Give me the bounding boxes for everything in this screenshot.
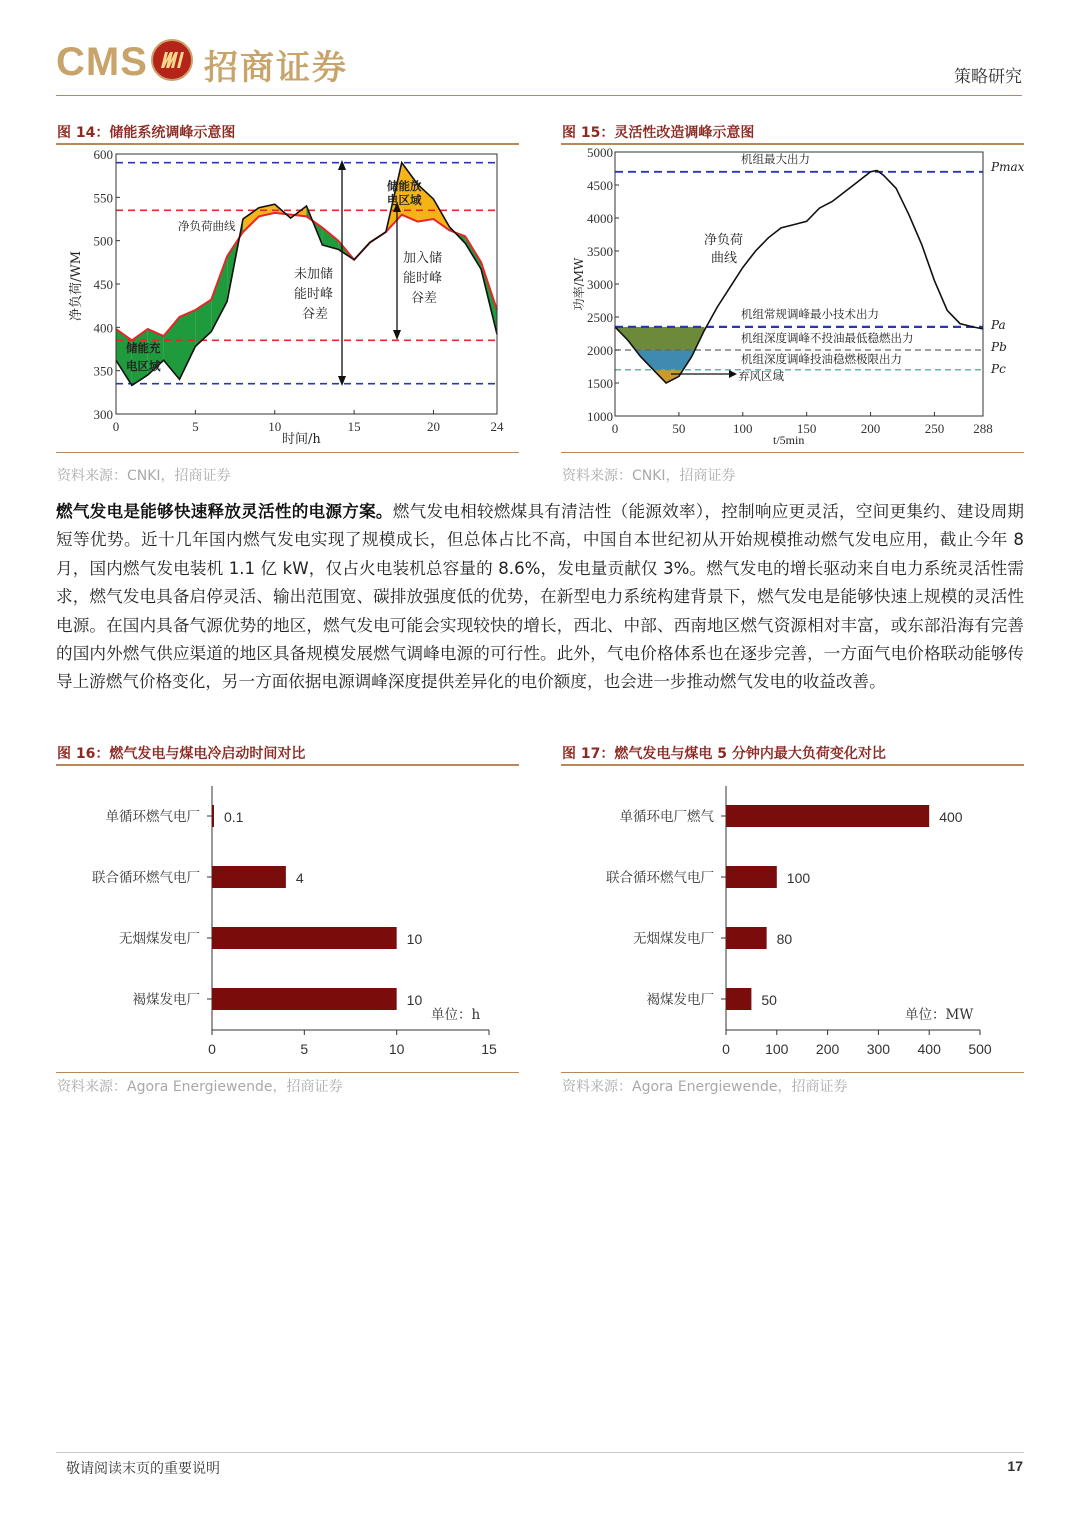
- body-paragraph: [56, 498, 1024, 697]
- fig15-label-pa: Pa: [991, 318, 1006, 332]
- fig15-ytick-label: 2500: [587, 310, 613, 325]
- fig17-top-rule: [561, 764, 1024, 766]
- fig16-chart: [56, 768, 520, 1066]
- fig16-bar: [212, 988, 397, 1010]
- fig14-label-with-storage-3: 谷差: [411, 291, 438, 306]
- fig14-xtick-label: 0: [112, 419, 120, 434]
- fig14-arrow-no-storage: [338, 160, 346, 386]
- paragraph-lead: 燃气发电是能够快速释放灵活性的电源方案。: [56, 502, 393, 521]
- fig14-label-net-load: 净负荷曲线: [178, 219, 236, 233]
- fig14-ytick-label: 400: [93, 320, 113, 336]
- fig14-ytick-label: 300: [93, 407, 113, 422]
- logo-cn-text: 招商证券: [204, 48, 348, 88]
- fig14-ytick-label: 350: [93, 363, 113, 379]
- fig16-category-label: 联合循环燃气电厂: [92, 870, 200, 886]
- fig16-source: 资料来源：Agora Energiewende，招商证券: [57, 1079, 343, 1095]
- fig15-ytick-label: 1500: [587, 376, 613, 391]
- fig16-bottom-rule: [56, 1072, 519, 1073]
- fig14-xtick-label: 24: [490, 419, 504, 434]
- fig15-label-deep-oil: 机组深度调峰投油稳燃极限出力: [741, 352, 902, 366]
- fig17-xtick-label: 200: [815, 1041, 840, 1057]
- fig15-ytick-label: 3000: [587, 277, 613, 292]
- fig14-title: 图 14：储能系统调峰示意图: [57, 125, 236, 141]
- fig15-ytick-label: 4500: [587, 178, 613, 193]
- fig16-value-label: 10: [406, 931, 423, 947]
- fig15-ylabel: 功率/MW: [572, 257, 586, 311]
- logo-emblem-icon: [150, 38, 194, 82]
- fig17-value-label: 100: [786, 870, 811, 886]
- fig15-bottom-rule: [561, 452, 1024, 453]
- paragraph-body: 燃气发电相较燃煤具有清洁性（能源效率），控制响应更灵活，空间更集约、建设周期短等优势。近十几年国内燃气发电实现了规模成长，但总体占比不高，中国自本世纪初从开始规模推动燃气发电应用，截止今年 8 月，国内燃气发电装机 1.1 亿 kW，仅占火电装机总容量的 8.6%，发电量贡献仅 3%。燃气发电的增长驱动来自电力系统灵活性需求，燃气发电具备启停灵活、输出范围宽、碳排放强度低的优势，在新型电力系统构建背景下，燃气发电是能够快速上规模的灵活性电源。在国内具备气源优势的地区，燃气发电可能会实现较快的增长，西北、中部、西南地区燃气资源相对丰富，或东部沿海有完善的国内外燃气供应渠道的地区具备规模发展燃气调峰电源的可行性。此外，气电价格体系也在逐步完善，一方面气电价格联动能够传导上游燃气价格变化，另一方面依据电源调峰深度提供差异化的电价额度，也会进一步推动燃气发电的收益改善。: [56, 502, 1025, 692]
- fig16-title: 图 16：燃气发电与煤电冷启动时间对比: [57, 746, 306, 762]
- fig17-xtick-label: 0: [722, 1041, 730, 1057]
- fig15-ytick-label: 1000: [587, 409, 613, 424]
- fig16-xtick-label: 15: [481, 1041, 497, 1057]
- fig15-source: 资料来源：CNKI，招商证券: [562, 468, 736, 484]
- fig14-label-with-storage-1: 加入储: [403, 251, 443, 266]
- fig15-band-green: [615, 327, 704, 350]
- fig14-label-discharge-2: 电区域: [387, 193, 422, 207]
- fig17-category-label: 联合循环燃气电厂: [606, 870, 714, 886]
- fig15-xtick-label: 0: [611, 421, 619, 436]
- fig17-bar: [726, 866, 777, 888]
- fig14-label-with-storage-2: 能时峰: [403, 271, 443, 286]
- fig17-category-label: 褐煤发电厂: [646, 992, 714, 1008]
- fig14-label-no-storage-3: 谷差: [302, 307, 329, 322]
- fig16-category-label: 褐煤发电厂: [132, 992, 200, 1008]
- fig15-label-max-output: 机组最大出力: [741, 152, 810, 166]
- fig16-bar: [212, 927, 397, 949]
- fig16-value-label: 0.1: [224, 809, 244, 825]
- fig15-xtick-label: 150: [796, 421, 817, 436]
- fig15-top-rule: [561, 143, 1024, 145]
- fig14-source: 资料来源：CNKI，招商证券: [57, 468, 231, 484]
- fig17-xtick-label: 100: [765, 1041, 789, 1057]
- fig17-chart: [561, 768, 1025, 1066]
- fig15-label-curtail: 弃风区域: [738, 369, 784, 383]
- fig16-bar: [212, 805, 214, 827]
- fig17-unit-label: 单位：MW: [905, 1007, 974, 1023]
- section-label: 策略研究: [954, 67, 1022, 87]
- fig14-label-no-storage-1: 未加储: [294, 267, 334, 282]
- fig15-xtick-label: 250: [924, 421, 945, 436]
- fig15-band-blue: [615, 350, 704, 370]
- fig17-xtick-label: 300: [866, 1041, 891, 1057]
- fig15-label-net-load-1: 净负荷: [704, 233, 744, 248]
- fig14-xtick-label: 10: [268, 419, 282, 434]
- fig17-title: 图 17：燃气发电与煤电 5 分钟内最大负荷变化对比: [562, 746, 886, 762]
- fig14-top-rule: [56, 143, 519, 145]
- fig15-xtick-label: 288: [973, 421, 993, 436]
- fig16-unit-label: 单位：h: [431, 1007, 481, 1023]
- fig15-label-pc: Pc: [991, 362, 1006, 376]
- fig14-ytick-label: 450: [93, 277, 113, 292]
- fig14-label-no-storage-2: 能时峰: [294, 287, 334, 302]
- fig17-value-label: 400: [939, 809, 963, 825]
- fig15-title: 图 15：灵活性改造调峰示意图: [562, 125, 755, 141]
- header-divider: [56, 95, 1022, 96]
- fig14-xtick-label: 5: [192, 419, 199, 434]
- fig14-label-charge-2: 电区域: [126, 359, 161, 373]
- fig14-xtick-label: 15: [347, 419, 361, 434]
- fig17-category-label: 无烟煤发电厂: [633, 931, 714, 947]
- fig15-xlabel: t/5min: [773, 433, 805, 447]
- fig15-label-min-tech: 机组常规调峰最小技术出力: [741, 307, 879, 321]
- logo-cms-text: CMS: [56, 40, 148, 84]
- fig14-bottom-rule: [56, 452, 519, 453]
- fig17-source: 资料来源：Agora Energiewende，招商证券: [562, 1079, 848, 1095]
- fig16-xtick-label: 0: [208, 1041, 216, 1057]
- fig17-bar: [726, 805, 929, 827]
- fig14-chart: [56, 146, 520, 450]
- page-number: 17: [1007, 1458, 1023, 1474]
- fig17-xtick-label: 400: [917, 1041, 941, 1057]
- fig15-ytick-label: 5000: [587, 146, 613, 160]
- fig14-xtick-label: 20: [427, 419, 440, 434]
- fig16-category-label: 无烟煤发电厂: [119, 931, 200, 947]
- fig14-ytick-label: 500: [93, 233, 113, 249]
- fig15-ytick-label: 2000: [587, 343, 613, 358]
- fig16-xtick-label: 5: [300, 1041, 309, 1057]
- fig16-xtick-label: 10: [388, 1041, 405, 1057]
- fig17-value-label: 80: [776, 931, 793, 947]
- fig15-xtick-label: 100: [733, 421, 753, 436]
- fig17-xtick-label: 500: [968, 1041, 992, 1057]
- fig16-top-rule: [56, 764, 519, 766]
- fig17-bar: [726, 927, 767, 949]
- fig16-category-label: 单循环燃气电厂: [105, 809, 200, 825]
- fig14-label-charge-1: 储能充: [126, 341, 161, 355]
- footer-divider: [56, 1452, 1024, 1453]
- fig15-xtick-label: 200: [860, 421, 881, 436]
- fig17-category-label: 单循环电厂燃气: [619, 809, 714, 825]
- fig15-ytick-label: 4000: [587, 211, 613, 226]
- fig14-label-discharge-1: 储能放: [387, 179, 422, 193]
- fig15-chart: [561, 146, 1025, 450]
- fig17-bottom-rule: [561, 1072, 1024, 1073]
- fig17-bar: [726, 988, 751, 1010]
- fig15-label-net-load-2: 曲线: [711, 251, 738, 266]
- fig14-fill-segment: [180, 310, 196, 379]
- fig15-label-pb: Pb: [991, 340, 1007, 354]
- fig14-ylabel: 净负荷/WM: [69, 250, 84, 322]
- fig14-ytick-label: 600: [93, 147, 113, 162]
- fig15-xtick-label: 50: [672, 421, 686, 436]
- fig15-label-deep-no-oil: 机组深度调峰不投油最低稳燃出力: [741, 331, 914, 345]
- fig17-value-label: 50: [761, 992, 777, 1008]
- fig16-bar: [212, 866, 286, 888]
- footer-note: 敬请阅读末页的重要说明: [66, 1461, 220, 1477]
- fig14-xlabel: 时间/h: [282, 432, 321, 447]
- fig16-value-label: 4: [295, 870, 304, 886]
- fig15-ytick-label: 3500: [587, 244, 613, 259]
- fig15-label-pmax: Pmax: [991, 160, 1025, 174]
- fig14-ytick-label: 550: [93, 190, 113, 206]
- fig16-value-label: 10: [406, 992, 423, 1008]
